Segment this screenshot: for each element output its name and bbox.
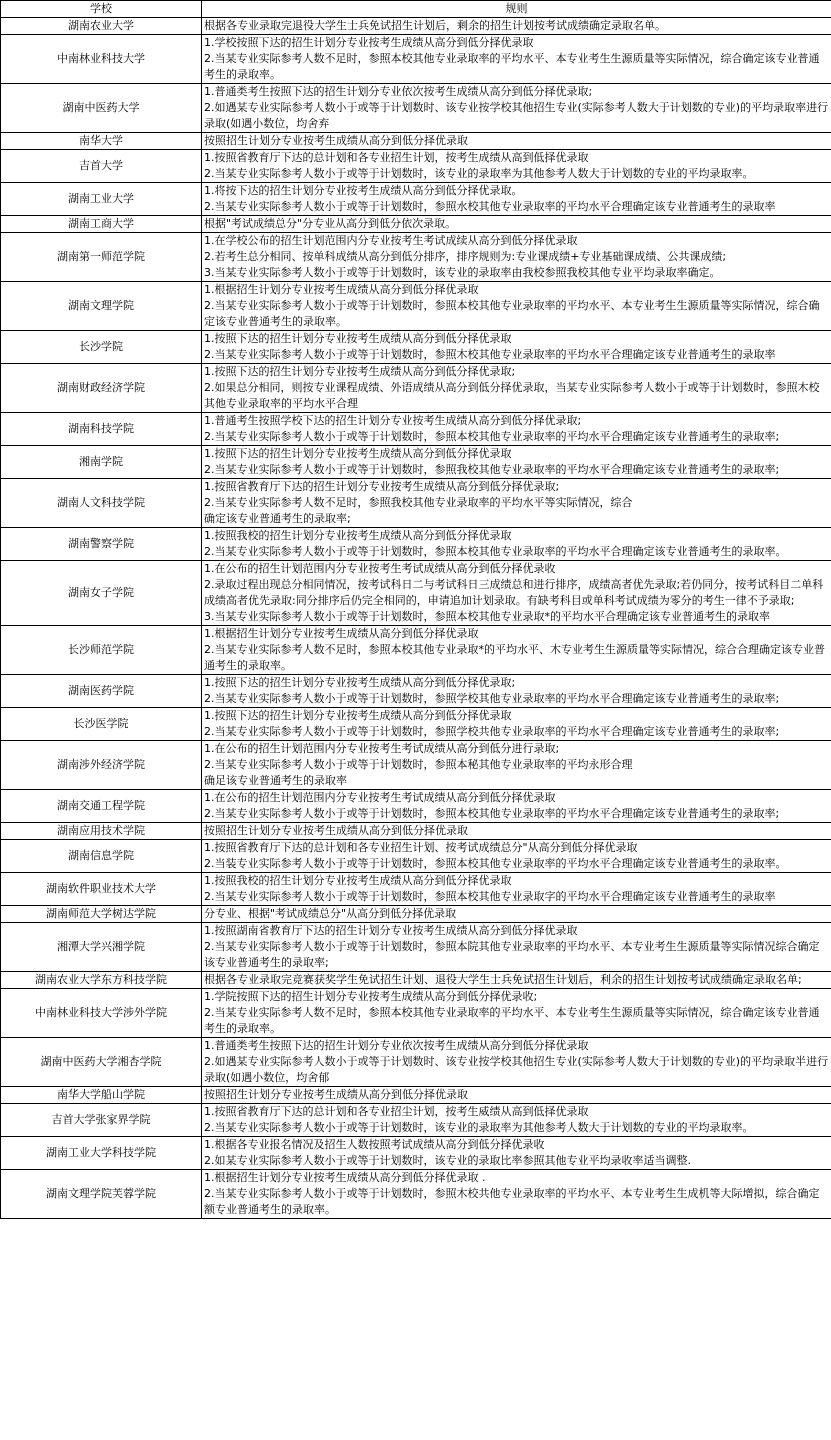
rule-line: 确足该专业普通考生的录取率	[204, 774, 347, 787]
school-name-cell: 湖南应用技术学院	[1, 823, 202, 840]
school-name-cell: 湖南第一师范学院	[1, 233, 202, 282]
admission-rule-cell	[202, 1170, 831, 1219]
school-name-cell: 中南林业科技大学	[1, 35, 202, 84]
school-name-cell: 湖南人文科技学院	[1, 479, 202, 528]
table-body	[1, 18, 831, 1219]
school-name-cell: 湖南工商大学	[1, 216, 202, 233]
rule-line: 2.当某专业实际参考人数小于或等于计划数时，参照本校其他专业录取率的平均水平、本专业考生生源质量等实际情况，综合确定该专业普通考生的录取率。	[204, 299, 820, 328]
admission-rule-cell	[202, 446, 831, 479]
table-row	[1, 35, 831, 84]
table-row	[1, 1038, 831, 1087]
admission-rule-cell	[202, 741, 831, 790]
admission-rule-cell	[202, 84, 831, 133]
rule-line: 按照招生计划分专业按考生成绩从高分到低分择优录取	[204, 824, 468, 837]
rule-line: 1.普通类考生按照下达的招生计划分专业依次按考生成绩从高分到低分择优录取	[204, 1039, 589, 1052]
rule-line: 1.按照下达的招生计划分专业按考生成绩从高分到低分择优录取;	[204, 676, 516, 689]
rule-line: 2.当装专业实际参考人数小于或等于计划数时，参照本校其他专业录取率的平均水平合理确定该专业普通考生的录取率。	[204, 857, 787, 870]
school-name-cell: 湖南工业大学科技学院	[1, 1137, 202, 1170]
school-name-cell: 湖南医药学院	[1, 675, 202, 708]
admission-rule-cell	[202, 675, 831, 708]
rule-line: 1.按照我校的招生计划分专业按考生成绩从高分到低分择优录取	[204, 529, 512, 542]
rule-line: 1.按照省教育厅下达的总计划和各专业招尘计划，按考生威绩从高到低择优录取	[204, 1105, 589, 1118]
admission-rule-cell	[202, 216, 831, 233]
rule-line: 按照招生计划分专业按考生成绩从高分到低分择优录取	[204, 134, 468, 147]
admission-rule-cell	[202, 923, 831, 972]
admission-rule-cell	[202, 840, 831, 873]
table-row	[1, 528, 831, 561]
school-name-cell: 湖南文理学院	[1, 282, 202, 331]
rule-line: 2.当某专业实际参考人数小于或等于计划数时，参照本秘其他专业录取率的平均永形合理	[204, 758, 633, 771]
rule-line: 2.当某专业实际参考人数小于或等于计划数时，参照本校其他专业录取率的平均水平合理确定该专业普通考生的录取率;	[204, 430, 780, 443]
rule-line: 1.根据招生计划分专业按考生成绩从高分到低分择优录取	[204, 283, 479, 296]
admission-rule-cell	[202, 479, 831, 528]
rule-line: 1.在公布的招生计划范围内分专业按考生考试成绩从高分到低分进行录取;	[204, 742, 560, 755]
school-name-cell: 湖南科技学院	[1, 413, 202, 446]
column-header-rule: 规则	[202, 1, 831, 18]
admission-rule-cell	[202, 989, 831, 1038]
rule-line: 1.根据各专业报名情况及招生人数按照考试成绩从高分到低分择优录收	[204, 1138, 545, 1151]
rule-line: 2.如遇某专业实际参考人数小于或等于计划数时、该专业按学校其他招生专业(实际参考人数大于计划数的专业)的平均录取率进行录取(如遇小数位，均舍弃	[204, 101, 829, 130]
table-row	[1, 708, 831, 741]
school-name-cell: 湖南信息学院	[1, 840, 202, 873]
table-row	[1, 790, 831, 823]
admission-rule-cell	[202, 626, 831, 675]
school-name-cell: 湖南师范大学树达学院	[1, 906, 202, 923]
rule-line: 1.按照下达的招生计划分专业按考生成绩从高分到低分择优录取	[204, 447, 512, 460]
admission-rule-cell	[202, 35, 831, 84]
admission-rule-cell	[202, 790, 831, 823]
rule-line: 1.普通考生按照学校下达的招生计划分专业按考生成绩从高分到低分择优录取;	[204, 414, 582, 427]
rule-line: 2.当某专业实际参考人数不足时，参照本校其他专业录取率的平均水平、本专业考生生源质量等实际情况，综合确定该专业普通考生的录取率。	[204, 1006, 820, 1035]
rule-line: 1.学校按照下达的招生计划分专业按考生成绩从高分到低分择优录取	[204, 36, 534, 49]
table-row	[1, 626, 831, 675]
table-row	[1, 923, 831, 972]
admission-rule-cell	[202, 1087, 831, 1104]
rule-line: 2.当某专业实际参考人数小于或等于计划数时，参照本校其他专业录取率的平均水平合理确定该专业普通考生的录取率。	[204, 545, 787, 558]
table-row	[1, 413, 831, 446]
rule-line: 2.如果总分相同，则按专业课程成绩、外语成绩从高分到低分择优录取，当某专业实际参考人数小于或等于计划数时，参照木校其他专业录取率的平均水平合理	[204, 381, 820, 410]
school-name-cell: 湖南警察学院	[1, 528, 202, 561]
admission-rule-cell	[202, 331, 831, 364]
admission-rule-cell	[202, 1038, 831, 1087]
table-row	[1, 906, 831, 923]
school-name-cell: 长沙师范学院	[1, 626, 202, 675]
rule-line: 1.按照我校的招生计划分专业按考生成绩从高分到低分择优录取	[204, 874, 512, 887]
rule-line: 1.在学校公布的招生计划范围内分专业按考生考试成续从高分到低分择优录取	[204, 234, 578, 247]
rule-line: 3.当某专业实际参考人数小于或等于计划数时，该专业的录取率由我校参照我校其他专业平均录取率确定。	[204, 266, 721, 279]
school-name-cell: 湖南女子学院	[1, 561, 202, 626]
admission-rule-cell	[202, 1137, 831, 1170]
table-row	[1, 989, 831, 1038]
rule-line: 1.按照省教育厅下达的招生计划分专业按考生成绩从高分到低分择优录取;	[204, 480, 560, 493]
rule-line: 2.录取过程出现总分相同情况，按考试科日二与考试科日三成绩总和进行排序，成绩高者优先录取;若仍同分，按考试科目二单科成绩高者优先录取:同分排序后仍完全相同的，申请追加计划录取。有缺考科目或单科考试成绩为零分的考生一律不予录取;	[204, 578, 824, 607]
table-row	[1, 741, 831, 790]
table-row	[1, 150, 831, 183]
rule-line: 1.按照湖南省教育厅下达的招生计划分专业按考生成绩从高分到低分择优录取	[204, 924, 578, 937]
admission-rule-cell	[202, 1104, 831, 1137]
table-row	[1, 675, 831, 708]
table-row	[1, 840, 831, 873]
school-name-cell: 南华大学	[1, 133, 202, 150]
admission-rule-cell	[202, 413, 831, 446]
rule-line: 1.按照省教育厅下达的总计划和各专业招生计划，按考生成绩从高到低择优录取	[204, 151, 589, 164]
table-row	[1, 183, 831, 216]
rule-line: 根据各专业录取完竞赛获奖学生免试招生计划、退役大学生士兵免试招生计划后，利余的招生计划按考试成绩确定录取名单;	[204, 973, 802, 986]
admission-rule-cell	[202, 233, 831, 282]
table-row	[1, 561, 831, 626]
rule-line: 确定该专业普通考生的录取率;	[204, 512, 351, 525]
rule-line: 1.根据招生计划分专业按考生成绩从高分到低分择优录取	[204, 627, 479, 640]
school-name-cell: 湖南中医药大学	[1, 84, 202, 133]
rule-line: 2.当某专业实际参考人数小于或等于计划数时，参照水校其他专业录取率的平均水平合理确定该专业普通考生的录取率	[204, 200, 776, 213]
admission-rule-cell	[202, 18, 831, 35]
table-row	[1, 216, 831, 233]
admission-rule-cell	[202, 150, 831, 183]
table-row	[1, 18, 831, 35]
admission-rule-cell	[202, 133, 831, 150]
rule-line: 1.普通类考生按照下达的招生计划分专业依次按考生成绩从高分到低分择优录取;	[204, 85, 593, 98]
column-header-school: 学校	[1, 1, 202, 18]
rule-line: 2.当某专业实际参考人数小于或等于计划数时，参照学校共他专业录取率的平均水平合理确定该专业普通考生的录取率;	[204, 725, 780, 738]
rule-line: 1.将按下达的招生计划分专业按考生成绩从高分到低分择优录取。	[204, 184, 523, 197]
table-row	[1, 364, 831, 413]
table-row	[1, 446, 831, 479]
admission-rule-cell	[202, 873, 831, 906]
rule-line: 分专业、根据"考试成绩总分"从高分到低分择优录取	[204, 907, 457, 920]
table-row	[1, 1137, 831, 1170]
rule-line: 2.当某专业实际参考人数小于或等于计划数时，参照木校其他专业录取率的平均水平合理确定该专业普通考生的录取率	[204, 348, 776, 361]
school-name-cell: 吉首大学张家界学院	[1, 1104, 202, 1137]
admission-rule-cell	[202, 183, 831, 216]
school-name-cell: 长沙医学院	[1, 708, 202, 741]
rule-line: 2.若考生总分相同、按单科成绩从高分到低分排序，排序规则为:专业课成绩+专业基础课成绩、公共课成绩;	[204, 250, 727, 263]
admission-rule-cell	[202, 282, 831, 331]
rule-line: 1.在公布的招生计划范围内分专业按考生考试成绩从高分到低分择优录收	[204, 562, 556, 575]
admission-rule-cell	[202, 708, 831, 741]
rule-line: 2.如遇某专业实际参考人数小于或等于计划数时、该专业按学校其他招生专业(实际参考人数大于计划数的专业)的平均录取半进行录取(如遇小数位，均舍郁	[204, 1055, 829, 1084]
rule-line: 1.按照下达的招生计划分专业按考生成绩从高分到低分择优录取;	[204, 365, 516, 378]
rule-line: 2.当某专业实际参考人数小于或等于计划数时，参照木校共他专业录取率的平均水平、本专业考生生成机等大际增拟，综合确定额专业普通考生的录取率。	[204, 1187, 820, 1216]
rule-line: 1.根据招生计划分专业按考生成绩从高分到低分择优录取 .	[204, 1171, 486, 1184]
rule-line: 根据各专业录取完退役大学生士兵免试招生计划后，剩余的招生计划按考试成绩确定录取名单。	[204, 19, 666, 32]
rule-line: 2.当某专业实际参考人数不足时，参照本校其他专业录取*的平均水平、木专业考生生源质量等实际情况，综合合理确定该专业普通考生的录取率。	[204, 643, 825, 672]
school-name-cell: 湖南中医药大学湘杏学院	[1, 1038, 202, 1087]
rule-line: 3.当某专业实际参考人数小于或等于计划数时，参照本校其他专业录取*的平均水平合理确定该专业普通考生的录取率	[204, 610, 770, 623]
table-row	[1, 233, 831, 282]
school-name-cell: 中南林业科技大学涉外学院	[1, 989, 202, 1038]
table-header-row	[1, 1, 831, 18]
school-name-cell: 湖南农业大学	[1, 18, 202, 35]
school-name-cell: 南华大学船山学院	[1, 1087, 202, 1104]
admission-rule-cell	[202, 561, 831, 626]
rule-line: 2.当某专业实际参考人数小于或等于计划数时，参照我校其他专业录取率的平均水平合理确定该专业普通考生的录取率;	[204, 463, 780, 476]
school-name-cell: 湖南工业大学	[1, 183, 202, 216]
admission-rule-cell	[202, 906, 831, 923]
table-row	[1, 873, 831, 906]
admission-rule-cell	[202, 823, 831, 840]
school-name-cell: 湖南涉外经济学院	[1, 741, 202, 790]
rule-line: 2.如某专业实际参考人数小于或等于计划数时，该专业的录取比率参照其他专业平均录收率适当调整.	[204, 1154, 691, 1167]
school-name-cell: 湘潭大学兴湘学院	[1, 923, 202, 972]
school-name-cell: 湖南农业大学东方科技学院	[1, 972, 202, 989]
rule-line: 1.按照下达的招生计划分专业按考生成绩从高分到低分择优录取	[204, 332, 512, 345]
rule-line: 2.当某专业实际参考人数小于或等于计划数时，参照本校其他专业录取率的平均水平合理确定该专业普通考生的录取率;	[204, 807, 780, 820]
rule-line: 1.按照下达的招生计划分专业按考生成绩从高分到低分择优录取	[204, 709, 512, 722]
table-row	[1, 1104, 831, 1137]
table-row	[1, 282, 831, 331]
school-name-cell: 湘南学院	[1, 446, 202, 479]
school-name-cell: 吉首大学	[1, 150, 202, 183]
school-name-cell: 湖南财政经济学院	[1, 364, 202, 413]
rule-line: 2.当某专业实际参考人数小于或等于计划数时，该专业的录取率为其他参考人数大于计划数的专业的平均录取率。	[204, 167, 754, 180]
rule-line: 2.当某专业实际参考人数小于或等于计划数时，参照学校其他专业录取率的平均水平合理确定该专业普通考生的录取率;	[204, 692, 780, 705]
rule-line: 2.当某专业实际参考人数小于或等于计划数时，参照本校其他专业录取字的平均水平合理确定该专业普通考生的录取率	[204, 890, 776, 903]
table-row	[1, 972, 831, 989]
school-name-cell: 长沙学院	[1, 331, 202, 364]
table-row	[1, 331, 831, 364]
rule-line: 1.按照省教育厅下达的总计划和各专业招生计划、按考试成绩总分"从高分到低分择优录取	[204, 841, 638, 854]
rule-line: 1.在公布的招生计划范围内分专业按考生考试成绩从高分到低分择优录取	[204, 791, 556, 804]
rule-line: 按照招生计划分专业按考生成绩从高分到低分择优录取	[204, 1088, 468, 1101]
rule-line: 根据"考试成绩总分"分专业从高分到低分依次录取。	[204, 217, 457, 230]
table-row	[1, 1087, 831, 1104]
school-name-cell: 湖南文理学院芙蓉学院	[1, 1170, 202, 1219]
rule-line: 1.学院按照下达的招生计划分专业按考生成绩从高分到低分择优录收;	[204, 990, 538, 1003]
school-name-cell: 湖南交通工程学院	[1, 790, 202, 823]
table-row	[1, 479, 831, 528]
table-row	[1, 823, 831, 840]
table-row	[1, 133, 831, 150]
rule-line: 2.当某专业实际参考人数小于或等于计划数时，参照本院其他专业录取率的平均水平、本专业考生生源质量等实际情况综合确定该专业普通考生的录取率;	[204, 940, 820, 969]
table-row	[1, 1170, 831, 1219]
admission-rule-cell	[202, 972, 831, 989]
rule-line: 2.当某专业实际参考人数小于或等于计划数时，该专业的录取率为其他参考人数大于计划数的专业的平均录取率。	[204, 1121, 754, 1134]
admission-rule-cell	[202, 364, 831, 413]
rule-line: 2.当某专业实际参考人数不足时，参照我校其他专业录取率的平均水平等实际情况，综合	[204, 496, 633, 509]
table-row	[1, 84, 831, 133]
rule-line: 2.当某专业实际参考人数不足时，参照本校其他专业录取率的平均水平、本专业考生生源质量等实际情况，综合确定该专业普通考生的录取率。	[204, 52, 820, 81]
school-name-cell: 湖南软件职业技术大学	[1, 873, 202, 906]
admission-rule-cell	[202, 528, 831, 561]
